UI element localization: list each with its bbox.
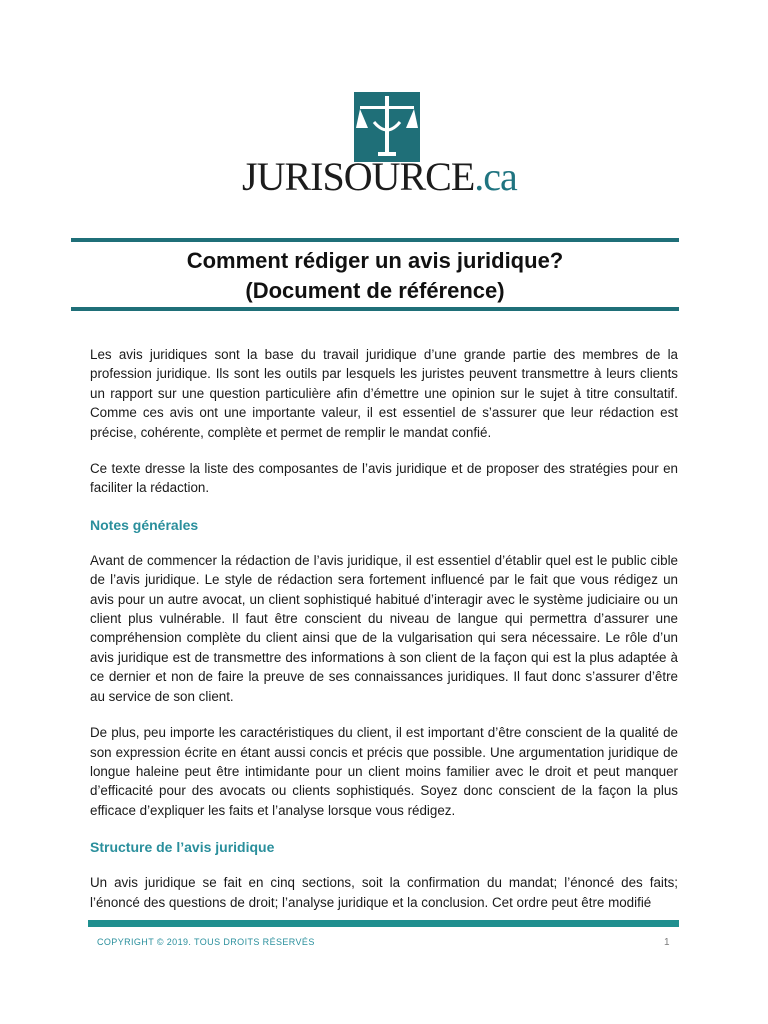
logo-name: JURISOURCE [242,154,475,199]
jurisource-logo [242,92,532,204]
footer-bar [88,920,679,927]
body-clip [0,345,768,920]
section-heading-structure: Structure de l’avis juridique [90,839,275,856]
intro-paragraph-1: Les avis juridiques sont la base du travail juridique d’une grande partie des membres de la profession juridique. Ils sont les outils par lesquels les juristes peuvent transmettre à leurs clients un rapport sur une question particulière afin d’émettre une opinion sur le sujet à titre consultatif. Comme ces avis ont une importante valeur, il est essentiel de s’assurer que leur rédaction est précise, cohérente, complète et permet de remplir le mandat confié. [90,347,678,440]
notes-paragraph-1: Avant de commencer la rédaction de l’avis juridique, il est essentiel d’établir quel est le public cible de l’avis juridique. Le style de rédaction sera fortement influencé par le fait que vous rédigez un avis pour un autre avocat, un client sophistiqué habitué d’interagir avec le système judiciaire ou un client plus vulnérable. Il faut être conscient du niveau de langue qui permettra d’assurer une compréhension complète du client ainsi que de la vulgarisation qui sera nécessaire. Le rôle d’un avis juridique est de transmettre des informations à son client de la façon qui est la plus adaptée à ce dernier et non de faire la preuve de ses connaissances juridiques. Il faut donc s’assurer d’être au service de son client. [90,552,678,704]
title-bottom-rule [71,307,679,311]
notes-paragraph-2: De plus, peu importe les caractéristiques du client, il est important d’être conscient de la qualité de son expression écrite en étant aussi concis et précis que possible. Une argumentation juridique de longue haleine peut être intimidante pour un client moins familier avec le droit et peut manquer d’efficacité pour des avocats ou clients sophistiqués. Soyez donc conscient de la façon la plus efficace d’expliquer les faits et l’analyse lorsque vous rédigez. [90,725,678,818]
footer-copyright: COPYRIGHT © 2019. TOUS DROITS RÉSERVÉS [97,937,315,947]
logo-suffix: .ca [474,154,517,199]
scales-of-justice-icon [354,92,420,162]
structure-paragraph-1: Un avis juridique se fait en cinq sections, soit la confirmation du mandat; l’énoncé des faits; l’énoncé des questions de droit; l’analyse juridique et la conclusion. Cet ordre peut être modifié [90,875,678,910]
title-line-1: Comment rédiger un avis juridique? [186,248,564,273]
section-heading-notes: Notes générales [90,516,199,533]
page-number: 1 [664,937,670,948]
page-title [71,246,679,306]
intro-paragraph-2: Ce texte dresse la liste des composantes de l’avis juridique et de proposer des stratégies pour en faciliter la rédaction. [90,461,678,496]
title-top-rule [71,238,679,242]
logo-wordmark [242,154,532,200]
document-body [90,345,678,920]
title-line-2: (Document de référence) [245,278,505,303]
